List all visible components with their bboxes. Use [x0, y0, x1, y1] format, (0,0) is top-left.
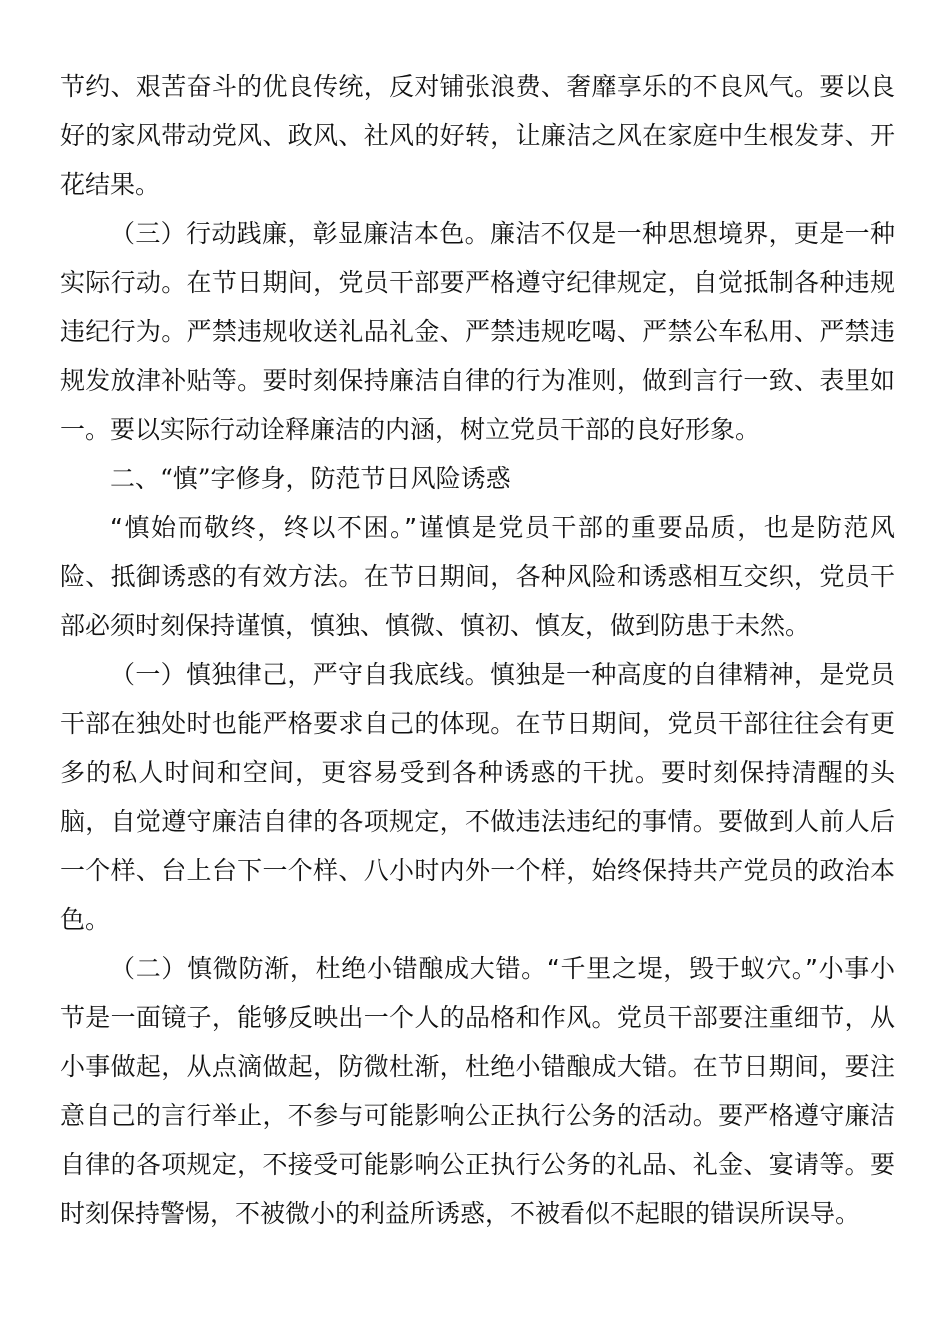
paragraph-continuation: 节约、艰苦奋斗的优良传统，反对铺张浪费、奢靡享乐的不良风气。要以良好的家风带动党风、政风、社风的好转，让廉洁之风在家庭中生根发芽、开花结果。: [60, 72, 895, 199]
paragraph-section-3-action: （三）行动践廉，彰显廉洁本色。廉洁不仅是一种思想境界，更是一种实际行动。在节日期间，党员干部要严格遵守纪律规定，自觉抵制各种违规违纪行为。严禁违规收送礼品礼金、严禁违规吃喝、严禁公车私用、严禁违规发放津补贴等。要时刻保持廉洁自律的行为准则，做到言行一致、表里如一。要以实际行动诠释廉洁的内涵，树立党员干部的良好形象。: [60, 219, 895, 444]
document-body: [60, 62, 895, 1238]
section-heading-2: 二、“慎”字修身，防范节日风险诱惑: [110, 464, 511, 493]
paragraph-prudence-intro: “慎始而敬终，终以不困。”谨慎是党员干部的重要品质，也是防范风险、抵御诱惑的有效方法。在节日期间，各种风险和诱惑相互交织，党员干部必须时刻保持谨慎，慎独、慎微、慎初、慎友，做到防患于未然。: [60, 513, 895, 640]
paragraph-subsection-1-self-discipline: （一）慎独律己，严守自我底线。慎独是一种高度的自律精神，是党员干部在独处时也能严格要求自己的体现。在节日期间，党员干部往往会有更多的私人时间和空间，更容易受到各种诱惑的干扰。要时刻保持清醒的头脑，自觉遵守廉洁自律的各项规定，不做违法违纪的事情。要做到人前人后一个样、台上台下一个样、八小时内外一个样，始终保持共产党员的政治本色。: [60, 660, 895, 934]
paragraph-subsection-2-small-matters: （二）慎微防渐，杜绝小错酿成大错。“千里之堤，毁于蚁穴。”小事小节是一面镜子，能够反映出一个人的品格和作风。党员干部要注重细节，从小事做起，从点滴做起，防微杜渐，杜绝小错酿成大错。在节日期间，要注意自己的言行举止，不参与可能影响公正执行公务的活动。要严格遵守廉洁自律的各项规定，不接受可能影响公正执行公务的礼品、礼金、宴请等。要时刻保持警惕，不被微小的利益所诱惑，不被看似不起眼的错误所误导。: [60, 954, 895, 1228]
